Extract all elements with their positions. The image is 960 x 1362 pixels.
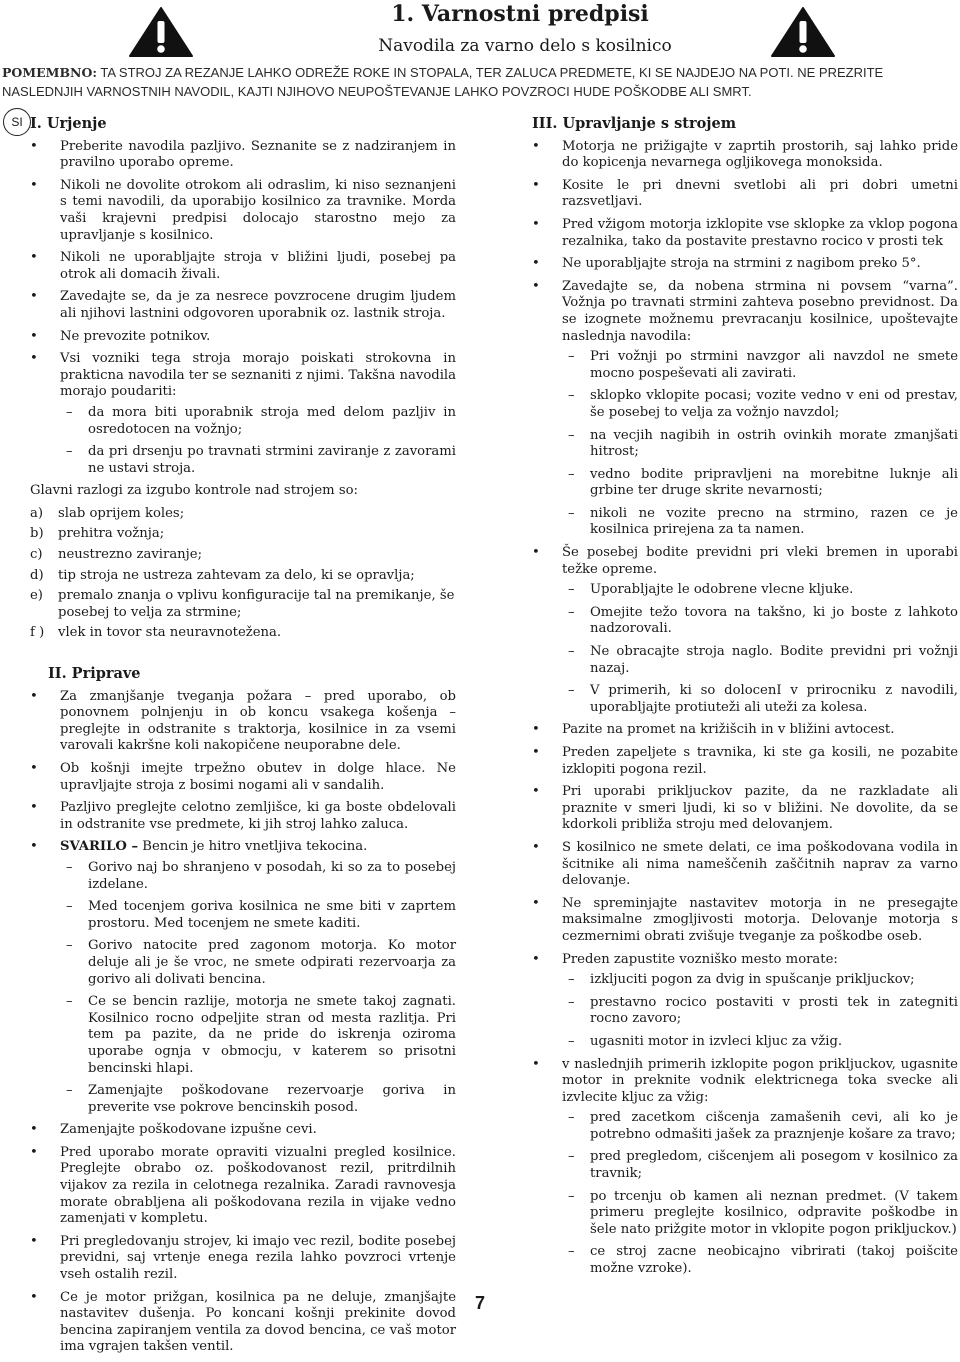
- important-label: POMEMBNO:: [2, 65, 97, 80]
- language-badge: SI: [3, 108, 31, 136]
- list-item: • Ne spreminjajte nastavitev motorja in ne presegajte maksimalne zmogljivosti motorja. Delovanje motorja s cezmernimi obrati zvišuje tveganje za poškodbe oseb.: [532, 896, 958, 946]
- list-item: [30, 568, 456, 585]
- important-notice: [2, 63, 957, 101]
- list-item: [30, 351, 456, 477]
- list-item: • Zamenjajte poškodovane izpušne cevi.: [30, 1122, 456, 1139]
- sub-list: [562, 972, 958, 1050]
- item-text: premalo znanja o vplivu konfiguracije tal na premikanje, še posebej to velja za strmine;: [58, 588, 455, 620]
- list-item: [30, 506, 456, 523]
- list-item: [30, 588, 456, 621]
- list-item: • Ce je motor prižgan, kosilnica pa ne deluje, zmanjšajte nastavitev dušenja. Po koncani košnji prekinite dovod bencina zapiranjem ventila za dovod bencina, ce vaš motor ima vgrajen takšen ventil.: [30, 1290, 456, 1356]
- list-item: • Za zmanjšanje tveganja požara – pred uporabo, ob ponovnem polnjenju in ob koncu vsakega košenja – preglejte in odstranite s traktorja, kosilnice in za vsemi varovali kakršne koli nakopičene neuporabne dele.: [30, 689, 456, 755]
- sub-list-item: – Zamenjajte poškodovane rezervoarje goriva in preverite vse pokrove bencinskih posod.: [60, 1083, 456, 1116]
- sub-list: [562, 349, 958, 539]
- list-item: [532, 545, 958, 716]
- item-text: neustrezno zaviranje;: [58, 547, 203, 563]
- training-list: [30, 139, 456, 478]
- sub-list-item: – sklopko vklopite pocasi; vozite vedno v eni od prestav, še posebej to velja za vožnjo navzdol;: [562, 388, 958, 421]
- sub-list-item: – Gorivo naj bo shranjeno v posodah, ki so za to posebej izdelane.: [60, 860, 456, 893]
- list-item: • Nikoli ne dovolite otrokom ali odraslim, ki niso seznanjeni s temi navodili, da uporabijo kosilnico za travnike. Morda vaši krajevni predpisi dolocajo starostno mejo za upravljanje s kosilnico.: [30, 178, 456, 244]
- list-item: • Pazite na promet na križišcih in v bližini avtocest.: [532, 722, 958, 739]
- item-text: tip stroja ne ustreza zahtevam za delo, ki se opravlja;: [58, 567, 415, 583]
- list-item: • Motorja ne prižigajte v zaprtih prostorih, saj lahko pride do kopicenja nevarnega ogljikovega monoksida.: [532, 139, 958, 172]
- sub-list-item: – nikoli ne vozite precno na strmino, razen ce je kosilnica prirejena za ta namen.: [562, 506, 958, 539]
- list-item: • Ne prevozite potnikov.: [30, 329, 456, 346]
- sub-list-item: – ugasniti motor in izvleci kljuc za vžig.: [562, 1034, 958, 1051]
- item-marker: a): [30, 505, 44, 521]
- sub-list-item: – Gorivo natocite pred zagonom motorja. Ko motor deluje ali je še vroc, ne smete odpirati rezervoarja za gorivo ali dolivati bencina.: [60, 938, 456, 988]
- list-item-text: v naslednjih primerih izklopite pogon prikljuckov, ugasnite motor in preknite vodnik elektricnega toka svecke ali izvlecite kljuc za vžig:: [562, 1056, 958, 1105]
- sub-list-item: – Ce se bencin razlije, motorja ne smete takoj zagnati. Kosilnico rocno odpeljite stran od mesta razlitja. Pri tem pa pazite, da ne pride do iskrenja oziroma uporabe ognja v obmocju, v katerem so prisotni bencinski hlapi.: [60, 994, 456, 1077]
- operation-list: [532, 139, 958, 1278]
- list-item: [532, 1057, 958, 1278]
- list-item-text: Vsi vozniki tega stroja morajo poiskati strokovna in prakticna navodila ter se seznaniti z njimi. Takšna navodila morajo poudariti:: [60, 351, 456, 400]
- list-item: • Pri uporabi prikljuckov pazite, da ne razkladate ali praznite v smeri ljudi, ki so v bližini. Ne dovolite, da se kdorkoli približa stroju med delovanjem.: [532, 784, 958, 834]
- list-item: • S kosilnico ne smete delati, ce ima poškodovana vodila in šcitnike ali nima nameščenih zaščitnih naprav za varno delovanje.: [532, 840, 958, 890]
- sub-list-item: – na vecjih nagibih in ostrih ovinkih morate zmanjšati hitrost;: [562, 428, 958, 461]
- list-item: • Preden zapeljete s travnika, ki ste ga kosili, ne pozabite izklopiti pogona rezil.: [532, 745, 958, 778]
- left-column: [30, 116, 456, 1362]
- item-marker: e): [30, 588, 43, 604]
- sub-list-item: – da pri drsenju po travnati strmini zaviranje z zavorami ne ustavi stroja.: [60, 444, 456, 477]
- section-title-training: I. Urjenje: [30, 115, 107, 132]
- sub-list-item: – Omejite težo tovora na takšno, ki jo boste z lahkoto nadzorovali.: [562, 605, 958, 638]
- sub-list-item: – Med tocenjem goriva kosilnica ne sme biti v zaprtem prostoru. Med tocenjem ne smete kaditi.: [60, 899, 456, 932]
- item-marker: d): [30, 567, 44, 583]
- sub-list-item: – pred pregledom, cišcenjem ali posegom v kosilnico za travnik;: [562, 1149, 958, 1182]
- sub-list-item: – ce stroj zacne neobicajno vibrirati (takoj poišcite možne vzroke).: [562, 1244, 958, 1277]
- list-item: [30, 547, 456, 564]
- causes-intro: Glavni razlogi za izgubo kontrole nad strojem so:: [30, 483, 358, 499]
- sub-list: [562, 1110, 958, 1277]
- list-item: [532, 279, 958, 539]
- preparation-list: [30, 689, 456, 1356]
- sub-list-item: – da mora biti uporabnik stroja med delom pazljiv in osredotocen na vožnjo;: [60, 405, 456, 438]
- sub-list-item: – Uporabljajte le odobrene vlecne kljuke.: [562, 582, 958, 599]
- list-item-text: Zavedajte se, da nobena strmina ni povsem “varna”. Vožnja po travnati strmini zahteva posebno previdnost. Da se izognete možnemu prevracanju kosilnice, upoštevajte naslednja navodila:: [562, 278, 958, 344]
- sub-list: [60, 405, 456, 477]
- list-item: [30, 839, 456, 1116]
- page-subtitle: Navodila za varno delo s kosilnico: [378, 36, 672, 56]
- sub-list-item: – po trcenju ob kamen ali neznan predmet. (V takem primeru preglejte kosilnico, odpravite poškodbe in šele nato prižgite motor in vklopite pogon prikljuckov.): [562, 1189, 958, 1239]
- list-item-text: Preden zapustite vozniško mesto morate:: [562, 951, 838, 967]
- list-item: • Kosite le pri dnevni svetlobi ali pri dobri umetni razsvetljavi.: [532, 178, 958, 211]
- list-item: • Pri pregledovanju strojev, ki imajo vec rezil, bodite posebej previdni, saj vrtenje enega rezila lahko povzroci vrtenje vseh ostalih rezil.: [30, 1234, 456, 1284]
- list-item: • Preberite navodila pazljivo. Seznanite se z nadziranjem in pravilno uporabo opreme.: [30, 139, 456, 172]
- sub-list-item: – prestavno rocico postaviti v prosti tek in zategniti rocno zavoro;: [562, 995, 958, 1028]
- warning-label: SVARILO –: [60, 839, 139, 855]
- item-marker: c): [30, 547, 43, 563]
- sub-list: [60, 860, 456, 1116]
- item-text: prehitra vožnja;: [58, 526, 165, 542]
- sub-list-item: – vedno bodite pripravljeni na morebitne luknje ali grbine ter druge skrite nevarnosti;: [562, 467, 958, 500]
- item-marker: f ): [30, 625, 45, 641]
- page-number: 7: [474, 1293, 485, 1313]
- page-title: 1. Varnostni predpisi: [391, 1, 649, 27]
- right-column: [532, 116, 958, 1284]
- page-header: [0, 0, 960, 56]
- sub-list-item: – izkljuciti pogon za dvig in spušcanje prikljuckov;: [562, 972, 958, 989]
- sub-list-item: – V primerih, ki so dolocenI v prirocniku z navodili, uporabljajte protiuteži ali uteži za kolesa.: [562, 683, 958, 716]
- list-item: • Ob košnji imejte trpežno obutev in dolge hlace. Ne upravljajte stroja z bosimi nogami ali v sandalih.: [30, 761, 456, 794]
- list-item-text: Še posebej bodite previdni pri vleki bremen in uporabi težke opreme.: [562, 545, 958, 577]
- list-item: [30, 625, 456, 642]
- sub-list-item: – Ne obracajte stroja naglo. Bodite previdni pri vožnji nazaj.: [562, 644, 958, 677]
- list-item: [30, 526, 456, 543]
- sub-list-item: – Pri vožnji po strmini navzgor ali navzdol ne smete mocno pospeševati ali zavirati.: [562, 349, 958, 382]
- sub-list: [562, 582, 958, 716]
- sub-list-item: – pred zacetkom cišcenja zamašenih cevi, ali ko je potrebno odmašiti jašek za praznjenje košare za travo;: [562, 1110, 958, 1143]
- list-item: • Pred vžigom motorja izklopite vse sklopke za vklop pogona rezalnika, tako da postavite prestavno rocico v prosti tek: [532, 217, 958, 250]
- list-item: • Zavedajte se, da je za nesrece povzrocene drugim ljudem ali njihovi lastnini odgovoren uporabnik oz. lastnik stroja.: [30, 289, 456, 322]
- item-marker: b): [30, 526, 44, 542]
- item-text: slab oprijem koles;: [58, 505, 185, 521]
- list-item-text: Bencin je hitro vnetljiva tekocina.: [142, 839, 368, 855]
- list-item: • Pazljivo preglejte celotno zemljišce, ki ga boste obdelovali in odstranite vse predmete, ki jih stroj lahko zaluca.: [30, 800, 456, 833]
- item-text: vlek in tovor sta neuravnotežena.: [58, 625, 282, 641]
- list-item: • Pred uporabo morate opraviti vizualni pregled kosilnice. Preglejte obrabo oz. poškodovanost rezil, pritrdilnih vijakov za rezila in celotnega rezalnika. Zaradi ravnovesja morate obrabljena ali poškodovana rezila in vijake vedno zamenjati v kompletu.: [30, 1145, 456, 1228]
- list-item: • Ne uporabljajte stroja na strmini z nagibom preko 5°.: [532, 256, 958, 273]
- section-title-operation: III. Upravljanje s strojem: [532, 115, 737, 132]
- list-item: • Nikoli ne uporabljajte stroja v bližini ljudi, posebej pa otrok ali domacih živali.: [30, 250, 456, 283]
- causes-list: [30, 506, 456, 642]
- important-text: TA STROJ ZA REZANJE LAHKO ODREŽE ROKE IN STOPALA, TER ZALUCA PREDMETE, KI SE NAJDEJO NA POTI. NE PREZRITE NASLEDNJIH VARNOSTNIH NAVODIL, KAJTI NJIHOVO NEUPOŠTEVANJE LAHKO POVZROCI HUDE POŠKODBE ALI SMRT.: [2, 65, 884, 99]
- list-item: [532, 952, 958, 1051]
- section-title-preparation: II. Priprave: [48, 665, 141, 683]
